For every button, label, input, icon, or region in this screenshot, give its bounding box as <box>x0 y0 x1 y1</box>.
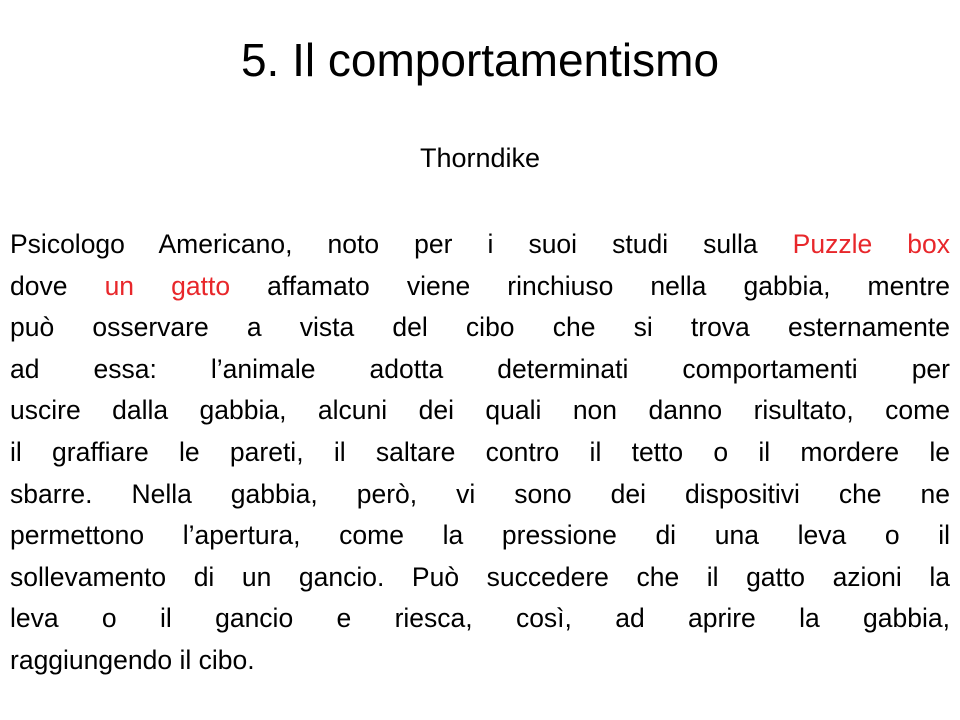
text-line: uscire dalla gabbia, alcuni dei quali non danno risultato, come <box>10 395 950 426</box>
text-line <box>10 266 950 308</box>
text-line: il graffiare le pareti, il saltare contro il tetto o il mordere le <box>10 436 950 467</box>
text-segment: dove <box>10 270 105 301</box>
text-line: può osservare a vista del cibo che si trova esternamente <box>10 312 950 343</box>
text-line: sollevamento di un gancio. Può succedere che il gatto azioni la <box>10 561 950 592</box>
slide-title: 5. Il comportamentismo <box>240 34 720 86</box>
text-line: sbarre. Nella gabbia, però, vi sono dei dispositivi che ne <box>10 478 950 509</box>
text-segment: affamato viene rinchiuso nella gabbia, mentre <box>230 270 951 301</box>
highlight-un-gatto: un gatto <box>104 270 231 301</box>
text-line: leva o il gancio e riesca, così, ad aprire la gabbia, <box>10 603 950 634</box>
highlight-puzzle-box: Puzzle box <box>792 229 950 259</box>
body-paragraph <box>10 224 950 682</box>
text-line: raggiungendo il cibo. <box>10 644 255 675</box>
text-line <box>10 224 950 266</box>
text-line: ad essa: l’animale adotta determinati comportamenti per <box>10 353 950 384</box>
slide-subtitle: Thorndike <box>419 143 541 173</box>
text-line: permettono l’apertura, come la pressione di una leva o il <box>10 520 950 551</box>
text-segment: Psicologo Americano, noto per i suoi studi sulla <box>10 229 793 259</box>
